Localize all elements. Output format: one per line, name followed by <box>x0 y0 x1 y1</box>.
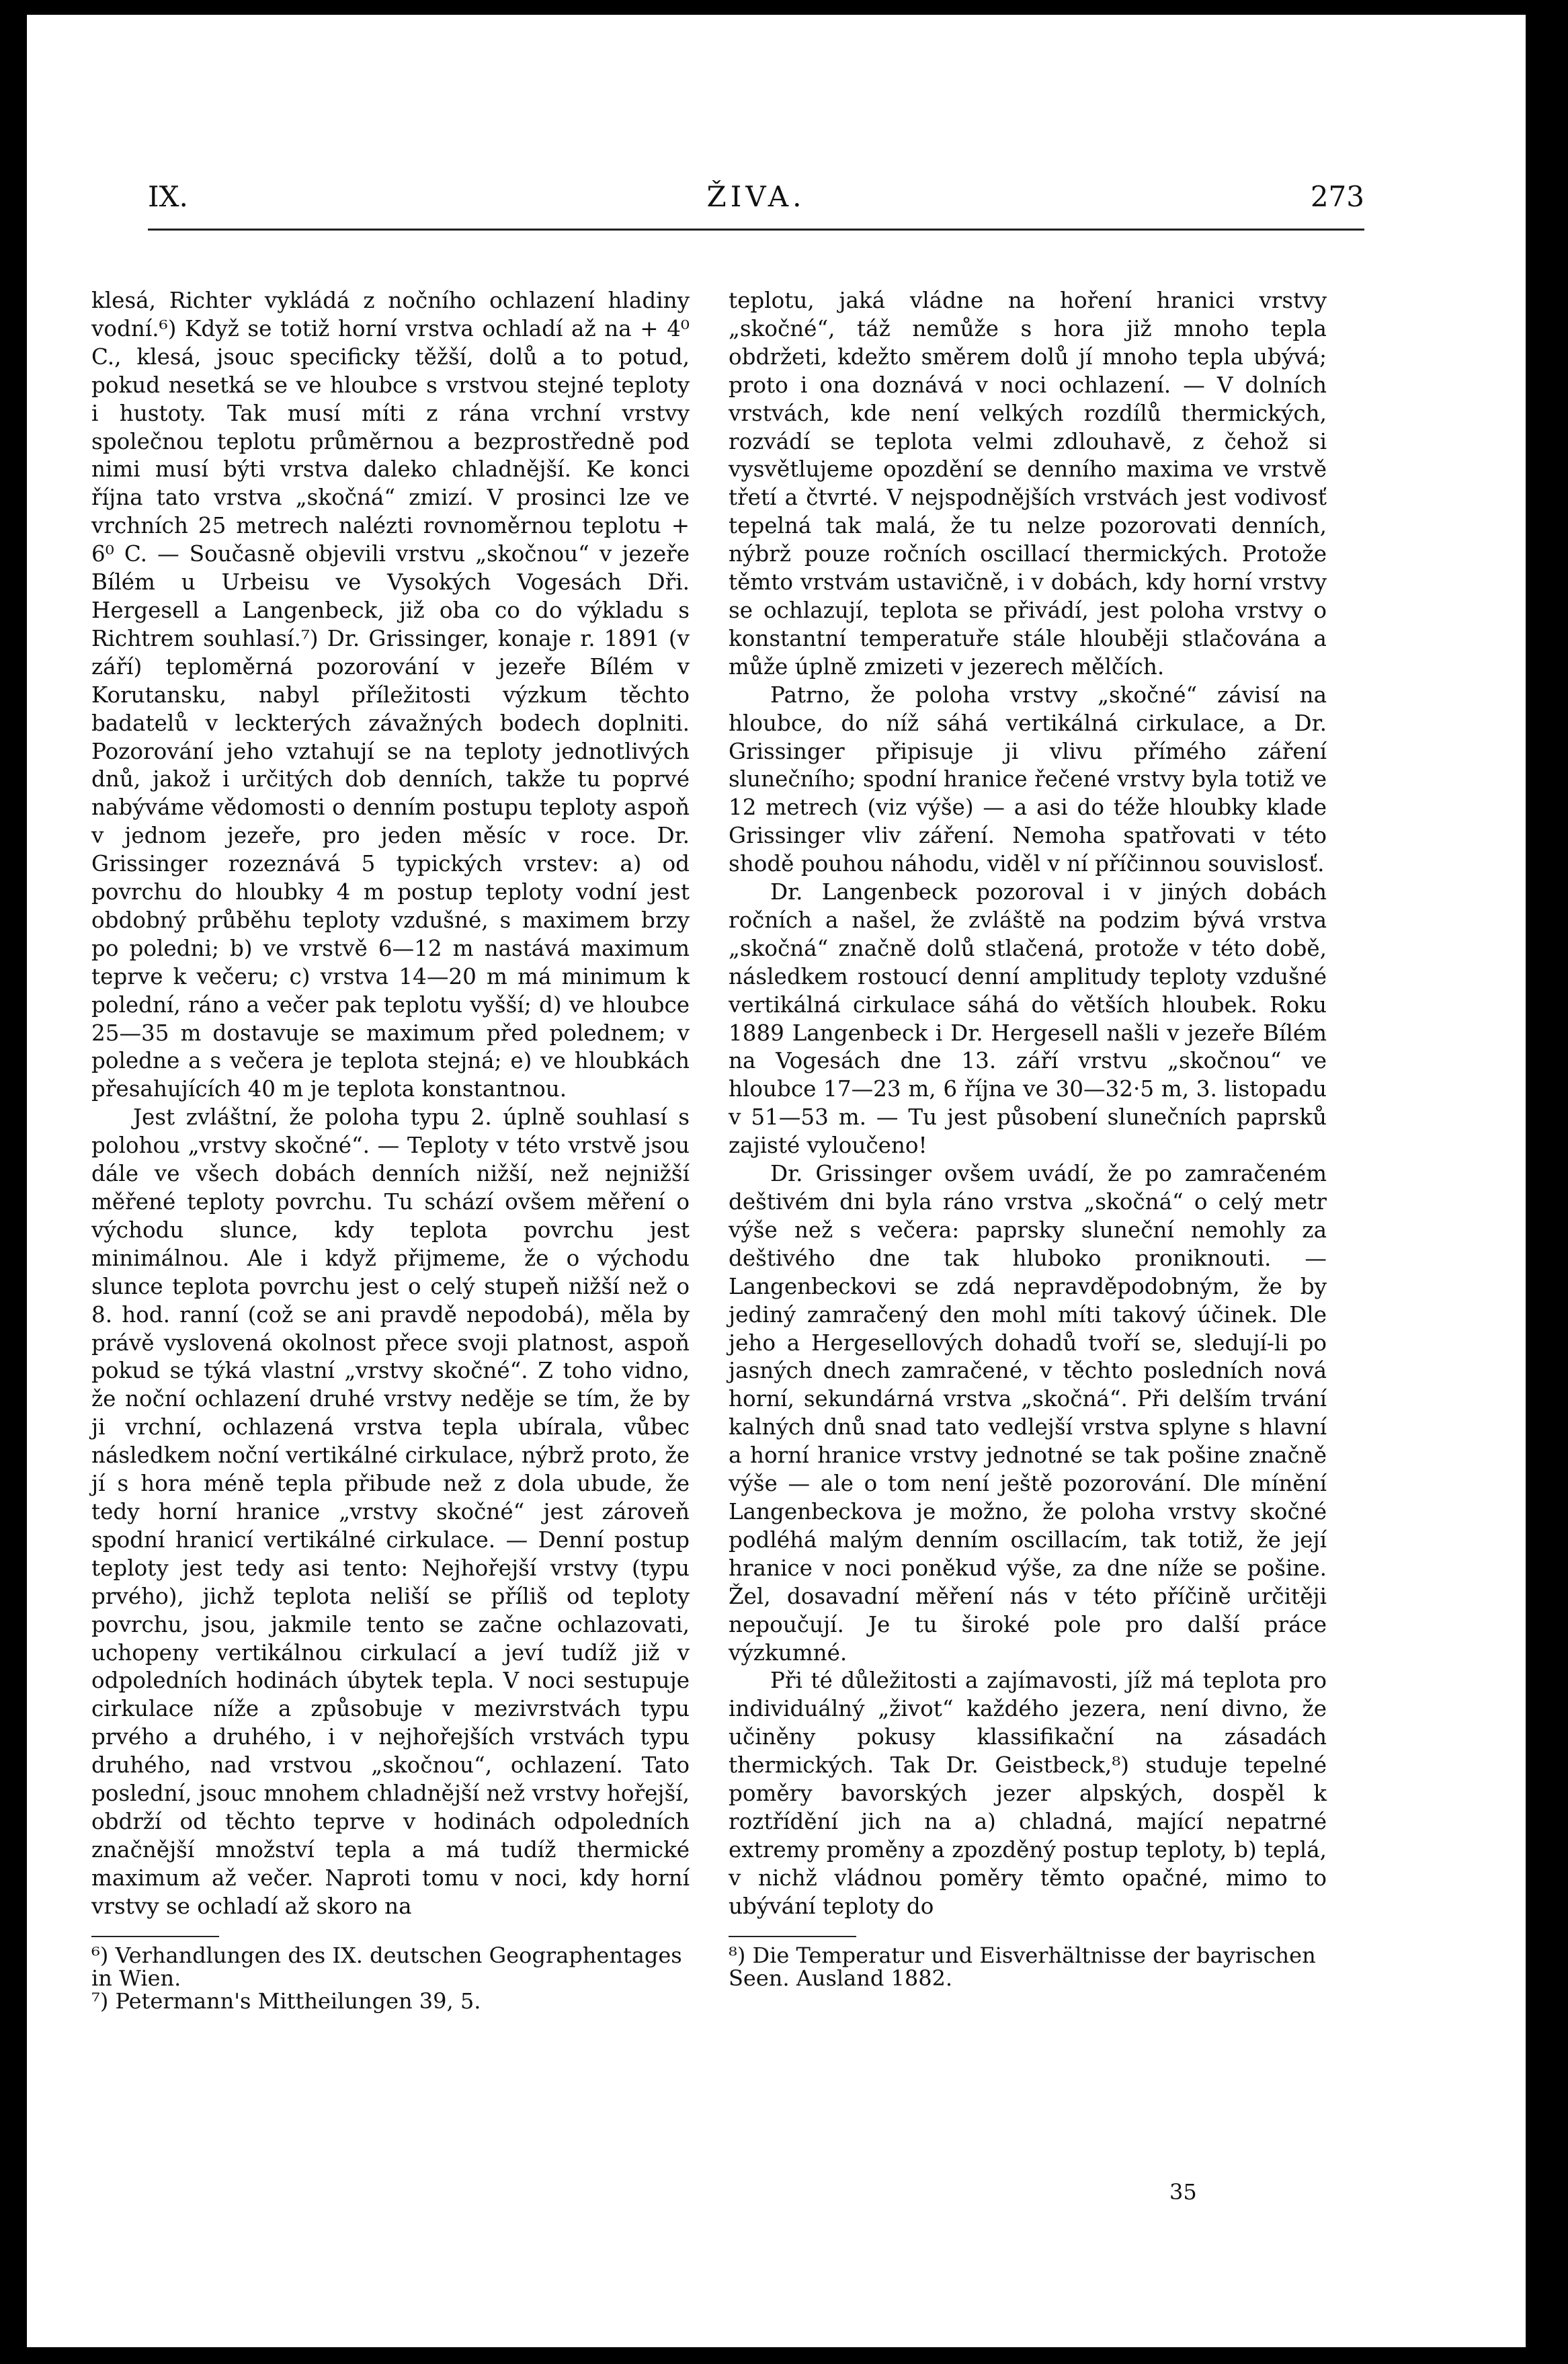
page <box>27 15 1526 2347</box>
paragraph: Patrno, že poloha vrstvy „skočné“ závisí na hloubce, do níž sáhá vertikálná cirkulace, a Dr. Grissinger připisuje ji vlivu přímého záření slunečního; spodní hranice řečené vrstvy byla totiž ve 12 metrech (viz výše) — a asi do téže hloubky klade Grissinger vliv záření. Nemoha spatřovati v této shodě pouhou náhodu, viděl v ní příčinnou souvislosť. <box>729 682 1327 877</box>
footnote-rule <box>729 1936 856 1937</box>
page-number: 273 <box>1310 180 1364 213</box>
paragraph: Dr. Langenbeck pozoroval i v jiných dobách ročních a našel, že zvláště na podzim bývá vrstva „skočná“ značně dolů stlačená, protože v této době, následkem rostoucí denní amplitudy teploty vzdušné vertikálná cirkulace sáhá do větších hloubek. Roku 1889 Langenbeck i Dr. Hergesell našli v jezeře Bílém na Vogesách dne 13. září vrstvu „skočnou“ ve hloubce 17—23 m, 6 října ve 30—32·5 m, 3. listopadu v 51—53 m. — Tu jest působení slunečních paprsků zajisté vyloučeno! <box>729 879 1327 1159</box>
footnote: ⁷) Petermann's Mittheilungen 39, 5. <box>91 1988 481 2014</box>
footnote-rule <box>91 1936 219 1937</box>
paragraph: Při té důležitosti a zajímavosti, jíž má teplota pro individuálný „život“ každého jezera, není divno, že učiněny pokusy klassifikační na zásadách thermických. Tak Dr. Geistbeck,⁸) studuje tepelné poměry bavorských jezer alpských, dospěl k roztřídění jich na a) chladná, mající nepatrné extremy proměny a zpozděný postup teploty, b) teplá, v nichž vládnou poměry těmto opačné, mimo to ubývání teploty do <box>729 1668 1327 1919</box>
header-rule <box>148 229 1364 231</box>
volume-number: IX. <box>148 180 188 213</box>
running-header <box>148 180 1364 223</box>
paragraph: teplotu, jaká vládne na hoření hranici vrstvy „skočné“, táž nemůže s hora již mnoho tepla obdržeti, kdežto směrem dolů jí mnoho tepla ubývá; proto i ona doznává v noci ochlazení. — V dolních vrstvách, kde není velkých rozdílů thermických, rozvádí se teplota velmi zdlouhavě, z čehož si vysvětlujeme opozdění se denního maxima ve vrstvě třetí a čtvrté. V nejspodnějších vrstvách jest vodivosť tepelná tak malá, že tu nelze pozorovati denních, nýbrž pouze ročních oscillací thermických. Protože těmto vrstvám ustavičně, i v dobách, kdy horní vrstvy se ochlazují, teplota se přivádí, jest poloha vrstvy o konstantní temperatuře stále hlouběji stlačována a může úplně zmizeti v jezerech mělčích. <box>729 288 1327 680</box>
paragraph: Jest zvláštní, že poloha typu 2. úplně souhlasí s polohou „vrstvy skočné“. — Teploty v této vrstvě jsou dále ve všech dobách denních nižší, než nejnižší měřené teploty povrchu. Tu schází ovšem měření o východu slunce, kdy teplota povrchu jest minimálnou. Ale i když přijmeme, že o východu slunce teplota povrchu jest o celý stupeň nižší než o 8. hod. ranní (což se ani pravdě nepodobá), měla by právě vyslovená okolnost přece svoji platnost, aspoň pokud se týká vlastní „vrstvy skočné“. Z toho vidno, že noční ochlazení druhé vrstvy neděje se tím, že by ji vrchní, ochlazená vrstva tepla ubírala, vůbec následkem noční vertikálné cirkulace, nýbrž proto, že jí s hora méně tepla přibude než z dola ubude, že tedy horní hranice „vrstvy skočné“ jest zároveň spodní hranicí vertikálné cirkulace. — Denní postup teploty jest tedy asi tento: Nejhořejší vrstvy (typu prvého), jichž teplota neliší se příliš od teploty povrchu, jsou, jakmile tento se začne ochlazovati, uchopeny vertikálnou cirkulací a jeví tudíž již v odpoledních hodinách úbytek tepla. V noci sestupuje cirkulace níže a způsobuje v mezivrstvách typu prvého a druhého, i v nejhořejších vrstvách typu druhého, nad vrstvou „skočnou“, ochlazení. Tato poslední, jsouc mnohem chladnější než vrstvy hořejší, obdrží od těchto teprve v hodinách odpoledních značnější množství tepla a má tudíž thermické maximum až večer. Naproti tomu v noci, kdy horní vrstvy se ochladí až skoro na <box>91 1104 690 1919</box>
signature-mark: 35 <box>1169 2179 1197 2205</box>
journal-title: ŽIVA. <box>706 180 806 213</box>
left-column <box>91 287 690 2012</box>
paragraph: klesá, Richter vykládá z nočního ochlazení hladiny vodní.⁶) Když se totiž horní vrstva ochladí až na + 4⁰ C., klesá, jsouc specificky těžší, dolů a to potud, pokud nesetká se ve hloubce s vrstvou stejné teploty i hustoty. Tak musí míti z rána vrchní vrstvy společnou teplotu průměrnou a bezprostředně pod nimi musí býti vrstva daleko chladnější. Ke konci října tato vrstva „skočná“ zmizí. V prosinci lze ve vrchních 25 metrech nalézti rovnoměrnou teplotu + 6⁰ C. — Současně objevili vrstvu „skočnou“ v jezeře Bílém u Urbeisu ve Vysokých Vogesách Dři. Hergesell a Langenbeck, již oba co do výkladu s Richtrem souhlasí.⁷) Dr. Grissinger, konaje r. 1891 (v září) teploměrná pozorování v jezeře Bílém v Korutansku, nabyl příležitosti výzkum těchto badatelů v leckterých závažných bodech doplniti. Pozorování jeho vztahují se na teploty jednotlivých dnů, jakož i určitých dob denních, takže tu poprvé nabýváme vědomosti o denním postupu teploty aspoň v jednom jezeře, pro jeden měsíc v roce. Dr. Grissinger rozeznává 5 typických vrstev: a) od povrchu do hloubky 4 m postup teploty vodní jest obdobný průběhu teploty vzdušné, s maximem brzy po poledni; b) ve vrstvě 6—12 m nastává maximum teprve k večeru; c) vrstva 14—20 m má minimum k polední, ráno a večer pak teplotu vyšší; d) ve hloubce 25—35 m dostavuje se maximum před polednem; v poledne a s večera je teplota stejná; e) ve hloubkách přesahujících 40 m je teplota konstantnou. <box>91 288 690 1102</box>
footnote: ⁸) Die Temperatur und Eisverhältnisse der bayrischen Seen. Ausland 1882. <box>729 1942 1316 1991</box>
paragraph: Dr. Grissinger ovšem uvádí, že po zamračeném deštivém dni byla ráno vrstva „skočná“ o celý metr výše než s večera: paprsky sluneční nemohly za deštivého dne tak hluboko proniknouti. — Langenbeckovi se zdá nepravděpodobným, že by jediný zamračený den mohl míti takový účinek. Dle jeho a Hergesellových dohadů tvoří se, sledují-li po jasných dnech zamračené, v těchto posledních nová horní, sekundárná vrstva „skočná“. Při delším trvání kalných dnů snad tato vedlejší vrstva splyne s hlavní a horní hranice vrstvy jednotné se tak pošine značně výše — ale o tom není ještě pozorování. Dle mínění Langenbeckova je možno, že poloha vrstvy skočné podléhá malým denním oscillacím, tak totiž, že její hranice v noci poněkud výše, za dne níže se pošine. Žel, dosavadní měření nás v této příčině určitěji nepoučují. Je tu široké pole pro další práce výzkumné. <box>729 1161 1327 1666</box>
footnote: ⁶) Verhandlungen des IX. deutschen Geographentages in Wien. <box>91 1942 682 1991</box>
right-column <box>729 287 1327 1990</box>
